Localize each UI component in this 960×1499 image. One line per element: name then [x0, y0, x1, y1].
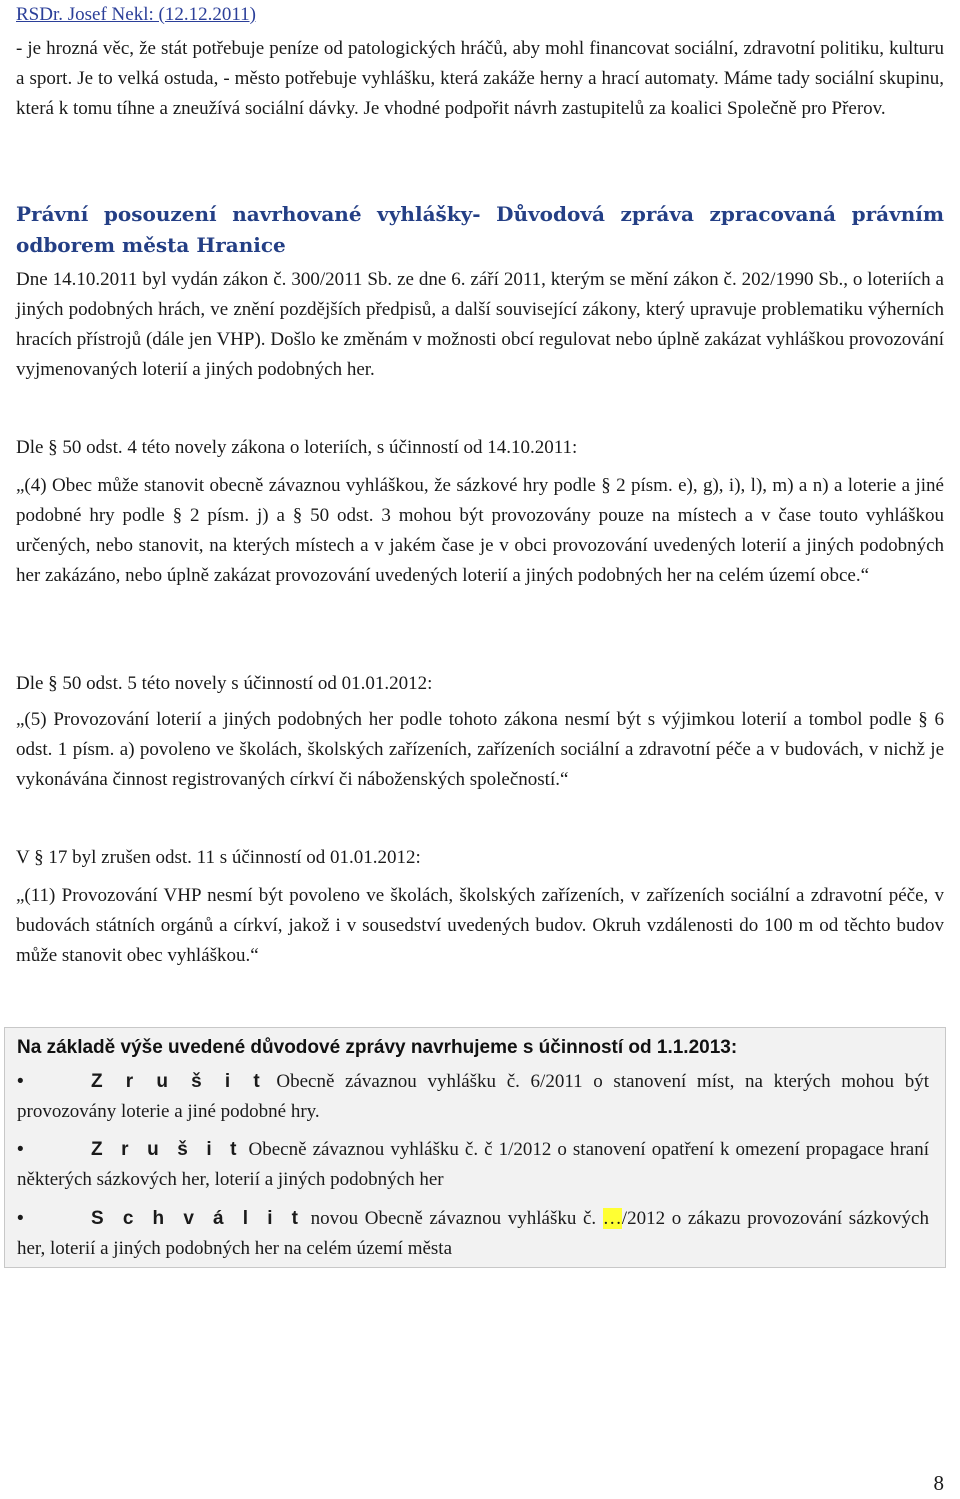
- intro-paragraph: - je hrozná věc, že stát potřebuje peníze od patologických hráčů, aby mohl financovat sociální, zdravotní politiku, kulturu a sport. Je to velká ostuda, - město potřebuje vyhlášku, která zakáže herny a hrací automaty. Máme tady sociální skupinu, která k tomu tíhne a zneužívá sociální dávky. Je vhodné podpořit návrh zastupitelů za koalici Společně pro Přerov.: [16, 38, 944, 119]
- proposal-title: Na základě výše uvedené důvodové zprávy navrhujeme s účinností od 1.1.2013:: [17, 1037, 738, 1058]
- proposal-item-body-pre: novou Obecně závaznou vyhlášku č.: [303, 1208, 603, 1229]
- page-number: 8: [933, 1471, 944, 1495]
- quote-paragraph-11: „(11) Provozování VHP nesmí být povoleno ve školách, školských zařízeních, v zařízeních sociální a zdravotní péče, v budovách státních orgánů a církví, jakož i v sousedství uvedených budov. Okruh vzdálenosti do 100 m od těchto budov může stanovit obec vyhláškou.“: [16, 885, 944, 966]
- section-heading: Právní posouzení navrhované vyhlášky- Důvodová zpráva zpracovaná právním odborem města Hranice: [16, 202, 944, 257]
- proposal-box: [4, 1027, 946, 1268]
- paragraph-dle-4: Dle § 50 odst. 4 této novely zákona o loteriích, s účinností od 14.10.2011:: [16, 437, 578, 458]
- proposal-item-text: [17, 1067, 929, 1127]
- proposal-verb: Z r u š i t: [91, 1139, 243, 1160]
- document-header: RSDr. Josef Nekl: (12.12.2011): [16, 4, 256, 25]
- paragraph-dle-5: Dle § 50 odst. 5 této novely s účinností od 01.01.2012:: [16, 673, 433, 694]
- quote-paragraph-4: „(4) Obec může stanovit obecně závaznou vyhláškou, že sázkové hry podle § 2 písm. e), g), i), l), m) a n) a loterie a jiné podobné hry podle § 2 písm. j) a § 50 odst. 3 mohou být provozovány pouze na místech a v čase touto vyhláškou určených, nebo stanovit, na kterých místech a v jakém čase je v obci provozování uvedených loterií a jiných podobných her zakázáno, nebo úplně zakázat provozování uvedených loterií a jiných podobných her na celém území obce.“: [16, 475, 944, 586]
- proposal-verb: S c h v á l i t: [91, 1208, 304, 1229]
- proposal-item-body: Obecně závaznou vyhlášku č. 6/2011 o stanovení míst, na kterých mohou být provozovány loterie a jiné podobné hry.: [17, 1071, 929, 1122]
- paragraph-v17: V § 17 byl zrušen odst. 11 s účinností od 01.01.2012:: [16, 847, 421, 868]
- proposal-item-3: [17, 1204, 929, 1264]
- bullet-icon: •: [17, 1071, 24, 1092]
- proposal-item-1: [17, 1067, 929, 1127]
- quote-paragraph-5: „(5) Provozování loterií a jiných podobných her podle tohoto zákona nesmí být s výjimkou loterií a tombol podle § 6 odst. 1 písm. a) povoleno ve školách, školských zařízeních, zařízeních sociální a zdravotní péče a v budovách, v nichž je vykonávána činnost registrovaných církví či náboženských společností.“: [16, 709, 944, 790]
- paragraph-law-change: Dne 14.10.2011 byl vydán zákon č. 300/2011 Sb. ze dne 6. září 2011, kterým se mění zákon č. 202/1990 Sb., o loteriích a jiných podobných hrách, ve znění pozdějších předpisů, a další související zákony, který upravuje problematiku výherních hracích přístrojů (dále jen VHP). Došlo ke změnám v možnosti obcí regulovat nebo úplně zakázat vyhláškou provozování vyjmenovaných loterií a jiných podobných her.: [16, 269, 944, 380]
- proposal-verb: Z r u š i t: [91, 1071, 266, 1092]
- bullet-icon: •: [17, 1208, 24, 1229]
- proposal-item-body-post: /2012 o zákazu provozování sázkových her, loterií a jiných podobných her na celém území města: [17, 1208, 929, 1259]
- bullet-icon: •: [17, 1139, 24, 1160]
- proposal-item-text: [17, 1204, 929, 1264]
- proposal-item-body: Obecně závaznou vyhlášku č. č 1/2012 o stanovení opatření k omezení propagace hraní některých sázkových her, loterií a jiných podobných her: [17, 1139, 929, 1190]
- proposal-item-text: [17, 1135, 929, 1195]
- proposal-item-2: [17, 1135, 929, 1195]
- highlighted-placeholder: …: [602, 1208, 622, 1229]
